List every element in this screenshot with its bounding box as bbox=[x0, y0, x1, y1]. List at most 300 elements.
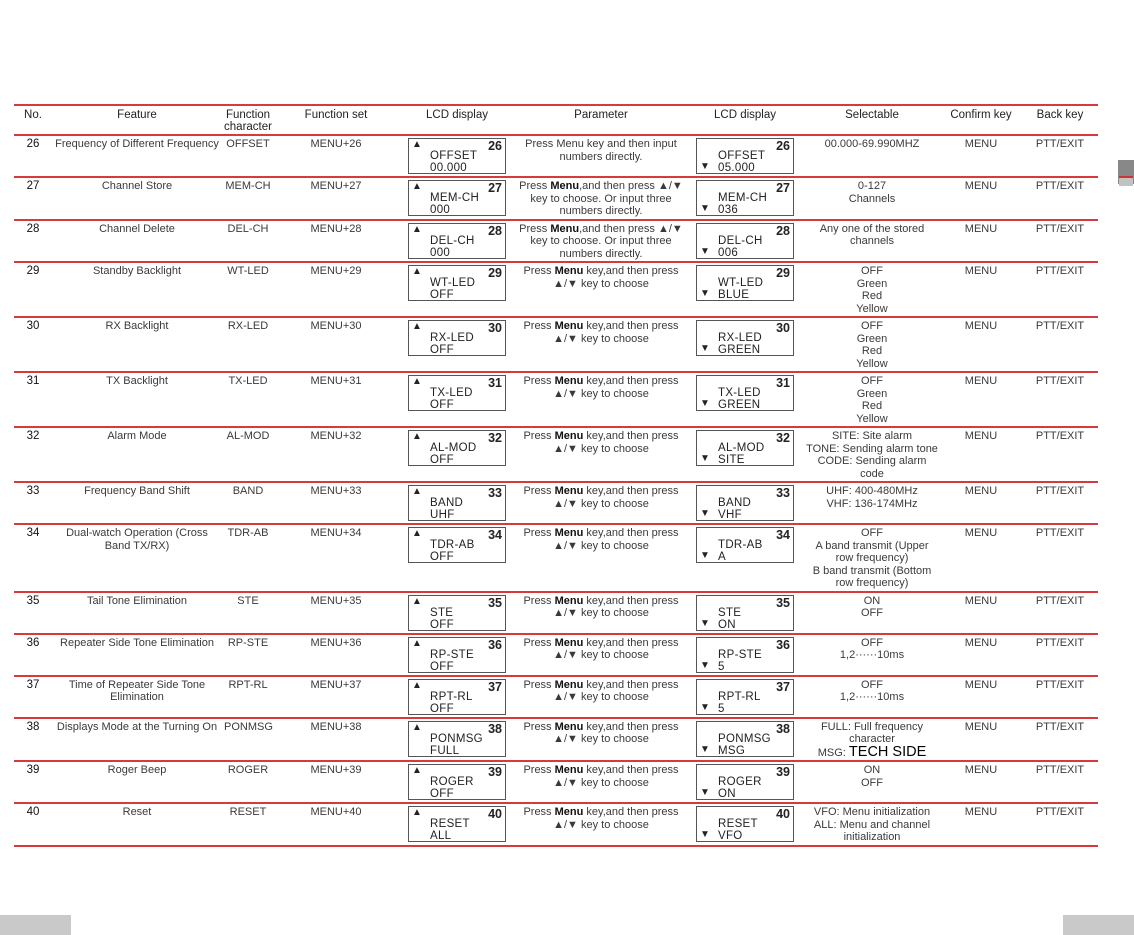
selectable-option: B band transmit (Bottom row frequency) bbox=[812, 564, 932, 589]
menu-number: 36 bbox=[14, 634, 52, 676]
lcd-menu-number: 39 bbox=[776, 765, 790, 779]
lcd-line-1: BAND bbox=[430, 497, 464, 509]
lcd-display bbox=[696, 375, 794, 411]
table-row bbox=[14, 592, 1098, 634]
table-row bbox=[14, 718, 1098, 762]
selectable-option: Yellow bbox=[856, 412, 888, 425]
function-character: PONMSG bbox=[222, 718, 274, 762]
confirm-key: MENU bbox=[940, 761, 1022, 803]
header-parameter: Parameter bbox=[516, 105, 686, 135]
lcd-up-arrow-icon: ▲ bbox=[412, 721, 422, 733]
function-set: MENU+36 bbox=[274, 634, 398, 676]
lcd-menu-number: 34 bbox=[776, 528, 790, 542]
function-set: MENU+27 bbox=[274, 177, 398, 220]
back-key: PTT/EXIT bbox=[1022, 372, 1098, 427]
lcd-menu-number: 40 bbox=[776, 807, 790, 821]
lcd-cell-result bbox=[686, 317, 804, 372]
back-key: PTT/EXIT bbox=[1022, 634, 1098, 676]
lcd-menu-number: 30 bbox=[776, 321, 790, 335]
lcd-line-1: MEM-CH bbox=[718, 192, 768, 204]
parameter-cell bbox=[516, 761, 686, 803]
selectable-cell bbox=[804, 220, 940, 263]
lcd-cell-result bbox=[686, 634, 804, 676]
table-header-row bbox=[14, 105, 1098, 135]
lcd-cell bbox=[398, 317, 516, 372]
table-row bbox=[14, 372, 1098, 427]
lcd-display bbox=[408, 320, 506, 356]
lcd-line-1: ROGER bbox=[430, 776, 474, 788]
feature-name: Frequency Band Shift bbox=[52, 482, 222, 524]
lcd-display bbox=[408, 721, 506, 757]
lcd-menu-number: 38 bbox=[488, 721, 502, 736]
menu-number: 27 bbox=[14, 177, 52, 220]
lcd-display bbox=[696, 637, 794, 673]
lcd-display bbox=[696, 223, 794, 259]
selectable-cell bbox=[804, 482, 940, 524]
lcd-display bbox=[696, 721, 794, 757]
parameter-text: key,and then press ▲/▼ key to choose bbox=[553, 806, 679, 831]
lcd-cell-result bbox=[686, 592, 804, 634]
selectable-cell bbox=[804, 718, 940, 762]
lcd-display bbox=[408, 430, 506, 466]
lcd-cell-result bbox=[686, 135, 804, 177]
lcd-display bbox=[408, 595, 506, 631]
feature-name: Channel Delete bbox=[52, 220, 222, 263]
lcd-up-arrow-icon: ▲ bbox=[412, 486, 422, 497]
back-key: PTT/EXIT bbox=[1022, 427, 1098, 482]
lcd-line-1: RPT-RL bbox=[718, 690, 761, 703]
page-corner-left bbox=[0, 915, 71, 935]
parameter-text: Press bbox=[523, 430, 555, 442]
menu-number: 32 bbox=[14, 427, 52, 482]
function-character: MEM-CH bbox=[222, 177, 274, 220]
lcd-display bbox=[408, 138, 506, 174]
selectable-option: 0-127 bbox=[857, 180, 887, 192]
menu-key-label: Menu bbox=[554, 375, 584, 387]
menu-key-label: Menu bbox=[554, 678, 584, 691]
lcd-down-arrow-icon: ▼ bbox=[700, 453, 710, 464]
parameter-text: key,and then press ▲/▼ key to choose bbox=[553, 485, 679, 510]
parameter-text: Press bbox=[523, 806, 555, 818]
selectable-option: Green bbox=[856, 332, 888, 345]
back-key: PTT/EXIT bbox=[1022, 317, 1098, 372]
parameter-cell bbox=[516, 634, 686, 676]
lcd-down-arrow-icon: ▼ bbox=[700, 743, 710, 755]
lcd-line-1: MEM-CH bbox=[430, 192, 480, 204]
lcd-cell-result bbox=[686, 761, 804, 803]
menu-number: 35 bbox=[14, 592, 52, 634]
lcd-line-2: 5 bbox=[718, 660, 725, 673]
function-set: MENU+35 bbox=[274, 592, 398, 634]
lcd-cell-result bbox=[686, 427, 804, 482]
lcd-down-arrow-icon: ▼ bbox=[700, 550, 710, 561]
lcd-menu-number: 29 bbox=[488, 266, 502, 280]
selectable-option: CODE: Sending alarm code bbox=[817, 455, 927, 480]
menu-key-label: Menu bbox=[550, 222, 580, 235]
table-row bbox=[14, 177, 1098, 220]
parameter-text: key,and then press ▲/▼ key to choose bbox=[553, 265, 679, 290]
lcd-display bbox=[408, 679, 506, 715]
function-character: DEL-CH bbox=[222, 220, 274, 263]
lcd-down-arrow-icon: ▼ bbox=[700, 617, 710, 629]
lcd-menu-number: 28 bbox=[776, 223, 790, 238]
feature-name: Displays Mode at the Turning On bbox=[52, 718, 222, 762]
menu-key-label: Menu bbox=[554, 527, 584, 539]
lcd-line-2: OFF bbox=[430, 660, 454, 673]
lcd-display bbox=[408, 180, 506, 216]
table-row bbox=[14, 634, 1098, 676]
back-key: PTT/EXIT bbox=[1022, 135, 1098, 177]
lcd-display bbox=[408, 806, 506, 842]
lcd-menu-number: 33 bbox=[776, 486, 790, 500]
lcd-cell bbox=[398, 372, 516, 427]
selectable-cell bbox=[804, 262, 940, 317]
back-key: PTT/EXIT bbox=[1022, 220, 1098, 263]
lcd-cell-result bbox=[686, 262, 804, 317]
selectable-cell bbox=[804, 427, 940, 482]
lcd-down-arrow-icon: ▼ bbox=[700, 203, 710, 214]
lcd-line-2: ON bbox=[718, 618, 736, 631]
selectable-option: UHF: 400-480MHz bbox=[826, 485, 918, 497]
menu-key-label: Menu bbox=[554, 720, 584, 733]
parameter-text: Press Menu key and then input numbers directly. bbox=[525, 138, 677, 163]
lcd-cell bbox=[398, 676, 516, 718]
lcd-cell-result bbox=[686, 718, 804, 762]
parameter-text: key,and then press ▲/▼ key to choose bbox=[553, 720, 679, 745]
lcd-cell-result bbox=[686, 524, 804, 592]
header-back-key: Back key bbox=[1022, 105, 1098, 135]
selectable-option: 1,2······10ms bbox=[839, 691, 905, 703]
parameter-cell bbox=[516, 317, 686, 372]
lcd-menu-number: 28 bbox=[488, 223, 502, 238]
header-lcd-display: LCD display bbox=[398, 105, 516, 135]
function-character: RX-LED bbox=[222, 317, 274, 372]
lcd-display bbox=[696, 595, 794, 631]
lcd-display bbox=[408, 637, 506, 673]
function-set: MENU+33 bbox=[274, 482, 398, 524]
lcd-menu-number: 40 bbox=[488, 807, 502, 821]
lcd-line-1: RP-STE bbox=[430, 648, 474, 661]
lcd-line-1: DEL-CH bbox=[718, 234, 763, 247]
function-set: MENU+29 bbox=[274, 262, 398, 317]
back-key: PTT/EXIT bbox=[1022, 761, 1098, 803]
confirm-key: MENU bbox=[940, 676, 1022, 718]
menu-key-label: Menu bbox=[554, 265, 584, 277]
header-function-set: Function set bbox=[274, 105, 398, 135]
function-character: RPT-RL bbox=[222, 676, 274, 718]
lcd-up-arrow-icon: ▲ bbox=[412, 679, 422, 691]
lcd-menu-number: 37 bbox=[776, 679, 790, 694]
lcd-up-arrow-icon: ▲ bbox=[412, 223, 422, 235]
page-corner-right bbox=[1063, 915, 1134, 935]
lcd-display bbox=[696, 764, 794, 800]
selectable-cell bbox=[804, 317, 940, 372]
lcd-line-1: PONMSG bbox=[430, 732, 483, 745]
lcd-line-2: 000 bbox=[430, 204, 451, 216]
selectable-option: Yellow bbox=[856, 357, 888, 370]
header-lcd-display-result: LCD display bbox=[686, 105, 804, 135]
feature-name: Time of Repeater Side Tone Elimination bbox=[52, 676, 222, 718]
function-set: MENU+31 bbox=[274, 372, 398, 427]
confirm-key: MENU bbox=[940, 177, 1022, 220]
function-character: OFFSET bbox=[222, 135, 274, 177]
lcd-line-1: RPT-RL bbox=[430, 690, 473, 703]
parameter-text: key,and then press ▲/▼ key to choose bbox=[553, 320, 679, 345]
lcd-line-2: A bbox=[718, 551, 726, 563]
menu-number: 31 bbox=[14, 372, 52, 427]
lcd-menu-number: 38 bbox=[776, 721, 790, 736]
function-character: RESET bbox=[222, 803, 274, 846]
lcd-line-2: BLUE bbox=[718, 289, 750, 301]
function-character: AL-MOD bbox=[222, 427, 274, 482]
lcd-display bbox=[696, 180, 794, 216]
confirm-key: MENU bbox=[940, 317, 1022, 372]
parameter-text: key,and then press ▲/▼ key to choose bbox=[553, 636, 679, 661]
language-flag-icon bbox=[1119, 176, 1133, 186]
header-feature: Feature bbox=[52, 105, 222, 135]
parameter-cell bbox=[516, 718, 686, 762]
selectable-option: VHF: 136-174MHz bbox=[826, 497, 918, 510]
lcd-line-1: RESET bbox=[718, 818, 758, 830]
lcd-line-2: ON bbox=[718, 788, 736, 800]
table-row bbox=[14, 135, 1098, 177]
lcd-down-arrow-icon: ▼ bbox=[700, 288, 710, 299]
lcd-cell bbox=[398, 427, 516, 482]
table-row bbox=[14, 317, 1098, 372]
lcd-up-arrow-icon: ▲ bbox=[412, 528, 422, 539]
lcd-down-arrow-icon: ▼ bbox=[700, 245, 710, 257]
lcd-menu-number: 36 bbox=[776, 637, 790, 652]
parameter-text: key,and then press ▲/▼ key to choose bbox=[553, 678, 679, 703]
lcd-down-arrow-icon: ▼ bbox=[700, 398, 710, 409]
selectable-option: Green bbox=[856, 277, 888, 290]
parameter-text: Press bbox=[523, 375, 555, 387]
lcd-cell bbox=[398, 482, 516, 524]
confirm-key: MENU bbox=[940, 220, 1022, 263]
menu-number: 26 bbox=[14, 135, 52, 177]
function-character: ROGER bbox=[222, 761, 274, 803]
lcd-up-arrow-icon: ▲ bbox=[412, 266, 422, 277]
lcd-display bbox=[408, 375, 506, 411]
lcd-up-arrow-icon: ▲ bbox=[412, 595, 422, 607]
lcd-cell bbox=[398, 135, 516, 177]
lcd-menu-number: 27 bbox=[488, 181, 502, 195]
selectable-option: Channels bbox=[848, 192, 896, 205]
lcd-line-1: BAND bbox=[718, 497, 752, 509]
menu-key-label: Menu bbox=[554, 636, 584, 649]
selectable-option: 1,2······10ms bbox=[839, 649, 905, 661]
confirm-key: MENU bbox=[940, 803, 1022, 846]
lcd-line-1: RX-LED bbox=[430, 332, 474, 344]
parameter-text: Press bbox=[523, 594, 555, 607]
lcd-line-1: WT-LED bbox=[718, 277, 764, 289]
selectable-option: OFF bbox=[861, 265, 883, 277]
lcd-line-1: STE bbox=[718, 606, 742, 619]
lcd-line-1: RX-LED bbox=[718, 332, 762, 344]
confirm-key: MENU bbox=[940, 634, 1022, 676]
parameter-cell bbox=[516, 220, 686, 263]
table-row bbox=[14, 524, 1098, 592]
msg-prefix: MSG: bbox=[817, 746, 846, 759]
lcd-line-1: OFFSET bbox=[430, 150, 478, 162]
selectable-option: OFF bbox=[861, 776, 883, 789]
menu-key-label: Menu bbox=[554, 485, 584, 497]
lcd-display bbox=[408, 265, 506, 301]
feature-name: RX Backlight bbox=[52, 317, 222, 372]
lcd-cell bbox=[398, 592, 516, 634]
feature-name: Alarm Mode bbox=[52, 427, 222, 482]
lcd-cell bbox=[398, 524, 516, 592]
parameter-cell bbox=[516, 592, 686, 634]
confirm-key: MENU bbox=[940, 718, 1022, 762]
table-row bbox=[14, 427, 1098, 482]
function-character: STE bbox=[222, 592, 274, 634]
feature-name: Repeater Side Tone Elimination bbox=[52, 634, 222, 676]
table-row bbox=[14, 482, 1098, 524]
confirm-key: MENU bbox=[940, 135, 1022, 177]
header-selectable: Selectable bbox=[804, 105, 940, 135]
feature-name: Reset bbox=[52, 803, 222, 846]
header-function-character: Function character bbox=[222, 105, 274, 135]
lcd-cell-result bbox=[686, 803, 804, 846]
selectable-option: VFO: Menu initialization bbox=[813, 806, 931, 818]
parameter-text: Press bbox=[523, 527, 555, 539]
parameter-text: Press bbox=[523, 636, 555, 649]
header-no: No. bbox=[14, 105, 52, 135]
lcd-line-2: GREEN bbox=[718, 399, 761, 411]
menu-number: 37 bbox=[14, 676, 52, 718]
function-character: TDR-AB bbox=[222, 524, 274, 592]
selectable-option: OFF bbox=[861, 636, 883, 649]
function-set: MENU+32 bbox=[274, 427, 398, 482]
lcd-cell-result bbox=[686, 482, 804, 524]
menu-number: 29 bbox=[14, 262, 52, 317]
lcd-display bbox=[696, 430, 794, 466]
parameter-text: key,and then press ▲/▼ key to choose bbox=[553, 527, 679, 552]
parameter-text: Press bbox=[523, 485, 555, 497]
parameter-cell bbox=[516, 482, 686, 524]
lcd-cell bbox=[398, 803, 516, 846]
selectable-option: Green bbox=[856, 387, 888, 400]
parameter-text: Press bbox=[523, 320, 555, 332]
lcd-display bbox=[696, 527, 794, 563]
parameter-cell bbox=[516, 372, 686, 427]
selectable-option: Red bbox=[861, 400, 883, 412]
selectable-option: 00.000-69.990MHZ bbox=[824, 138, 920, 150]
parameter-cell bbox=[516, 177, 686, 220]
lcd-menu-number: 26 bbox=[488, 139, 502, 153]
back-key: PTT/EXIT bbox=[1022, 592, 1098, 634]
feature-name: Channel Store bbox=[52, 177, 222, 220]
parameter-text: Press bbox=[523, 720, 555, 733]
lcd-cell bbox=[398, 761, 516, 803]
lcd-display bbox=[696, 138, 794, 174]
selectable-option: FULL: Full frequency character bbox=[820, 720, 924, 745]
selectable-option: ALL: Menu and channel initialization bbox=[813, 818, 931, 843]
lcd-up-arrow-icon: ▲ bbox=[412, 321, 422, 332]
lcd-display bbox=[696, 679, 794, 715]
confirm-key: MENU bbox=[940, 427, 1022, 482]
lcd-menu-number: 33 bbox=[488, 486, 502, 500]
confirm-key: MENU bbox=[940, 592, 1022, 634]
lcd-menu-number: 29 bbox=[776, 266, 790, 280]
menu-number: 28 bbox=[14, 220, 52, 263]
lcd-up-arrow-icon: ▲ bbox=[412, 637, 422, 649]
lcd-line-1: TDR-AB bbox=[430, 539, 475, 551]
parameter-text: key,and then press ▲/▼ key to choose bbox=[553, 764, 679, 789]
lcd-menu-number: 37 bbox=[488, 679, 502, 694]
lcd-menu-number: 36 bbox=[488, 637, 502, 652]
menu-number: 34 bbox=[14, 524, 52, 592]
lcd-menu-number: 26 bbox=[776, 139, 790, 153]
function-set: MENU+38 bbox=[274, 718, 398, 762]
parameter-text: Press bbox=[523, 265, 555, 277]
lcd-line-2: FULL bbox=[430, 744, 460, 757]
lcd-line-2: VHF bbox=[718, 509, 742, 521]
feature-name: Tail Tone Elimination bbox=[52, 592, 222, 634]
lcd-line-2: VFO bbox=[718, 830, 743, 842]
lcd-line-1: WT-LED bbox=[430, 277, 476, 289]
lcd-display bbox=[696, 806, 794, 842]
selectable-option: Yellow bbox=[856, 302, 888, 315]
selectable-option: OFF bbox=[861, 320, 883, 332]
menu-key-label: Menu bbox=[550, 180, 580, 192]
lcd-up-arrow-icon: ▲ bbox=[412, 807, 422, 818]
lcd-down-arrow-icon: ▼ bbox=[700, 161, 710, 172]
lcd-display bbox=[408, 527, 506, 563]
menu-number: 30 bbox=[14, 317, 52, 372]
selectable-option: SITE: Site alarm bbox=[831, 430, 913, 442]
selectable-cell bbox=[804, 634, 940, 676]
menu-key-label: Menu bbox=[554, 430, 584, 442]
menu-number: 38 bbox=[14, 718, 52, 762]
feature-name: Frequency of Different Frequency bbox=[52, 135, 222, 177]
selectable-option-msg bbox=[806, 743, 938, 760]
lcd-menu-number: 31 bbox=[776, 376, 790, 390]
function-set: MENU+30 bbox=[274, 317, 398, 372]
lcd-down-arrow-icon: ▼ bbox=[700, 829, 710, 840]
back-key: PTT/EXIT bbox=[1022, 803, 1098, 846]
confirm-key: MENU bbox=[940, 262, 1022, 317]
lcd-up-arrow-icon: ▲ bbox=[412, 376, 422, 387]
lcd-display bbox=[408, 764, 506, 800]
lcd-line-1: RESET bbox=[430, 818, 470, 830]
lcd-up-arrow-icon: ▲ bbox=[412, 765, 422, 776]
lcd-line-2: 036 bbox=[718, 204, 739, 216]
lcd-line-2: OFF bbox=[430, 618, 454, 631]
lcd-line-1: STE bbox=[430, 606, 454, 619]
lcd-line-2: ALL bbox=[430, 830, 452, 842]
lcd-down-arrow-icon: ▼ bbox=[700, 343, 710, 354]
selectable-option: A band transmit (Upper row frequency) bbox=[815, 539, 929, 564]
menu-settings-table bbox=[14, 104, 1098, 847]
lcd-display bbox=[696, 320, 794, 356]
msg-value: TECH SIDE bbox=[848, 743, 927, 760]
lcd-cell bbox=[398, 220, 516, 263]
lcd-line-2: OFF bbox=[430, 788, 454, 800]
lcd-down-arrow-icon: ▼ bbox=[700, 508, 710, 519]
parameter-text: key,and then press ▲/▼ key to choose bbox=[553, 594, 679, 619]
parameter-text: key,and then press ▲/▼ key to choose bbox=[553, 375, 679, 400]
confirm-key: MENU bbox=[940, 524, 1022, 592]
parameter-text: Press bbox=[523, 678, 555, 691]
lcd-line-2: OFF bbox=[430, 551, 454, 563]
table-row bbox=[14, 676, 1098, 718]
lcd-menu-number: 27 bbox=[776, 181, 790, 195]
lcd-line-1: OFFSET bbox=[718, 150, 766, 162]
parameter-text: Press bbox=[523, 764, 555, 776]
menu-number: 33 bbox=[14, 482, 52, 524]
